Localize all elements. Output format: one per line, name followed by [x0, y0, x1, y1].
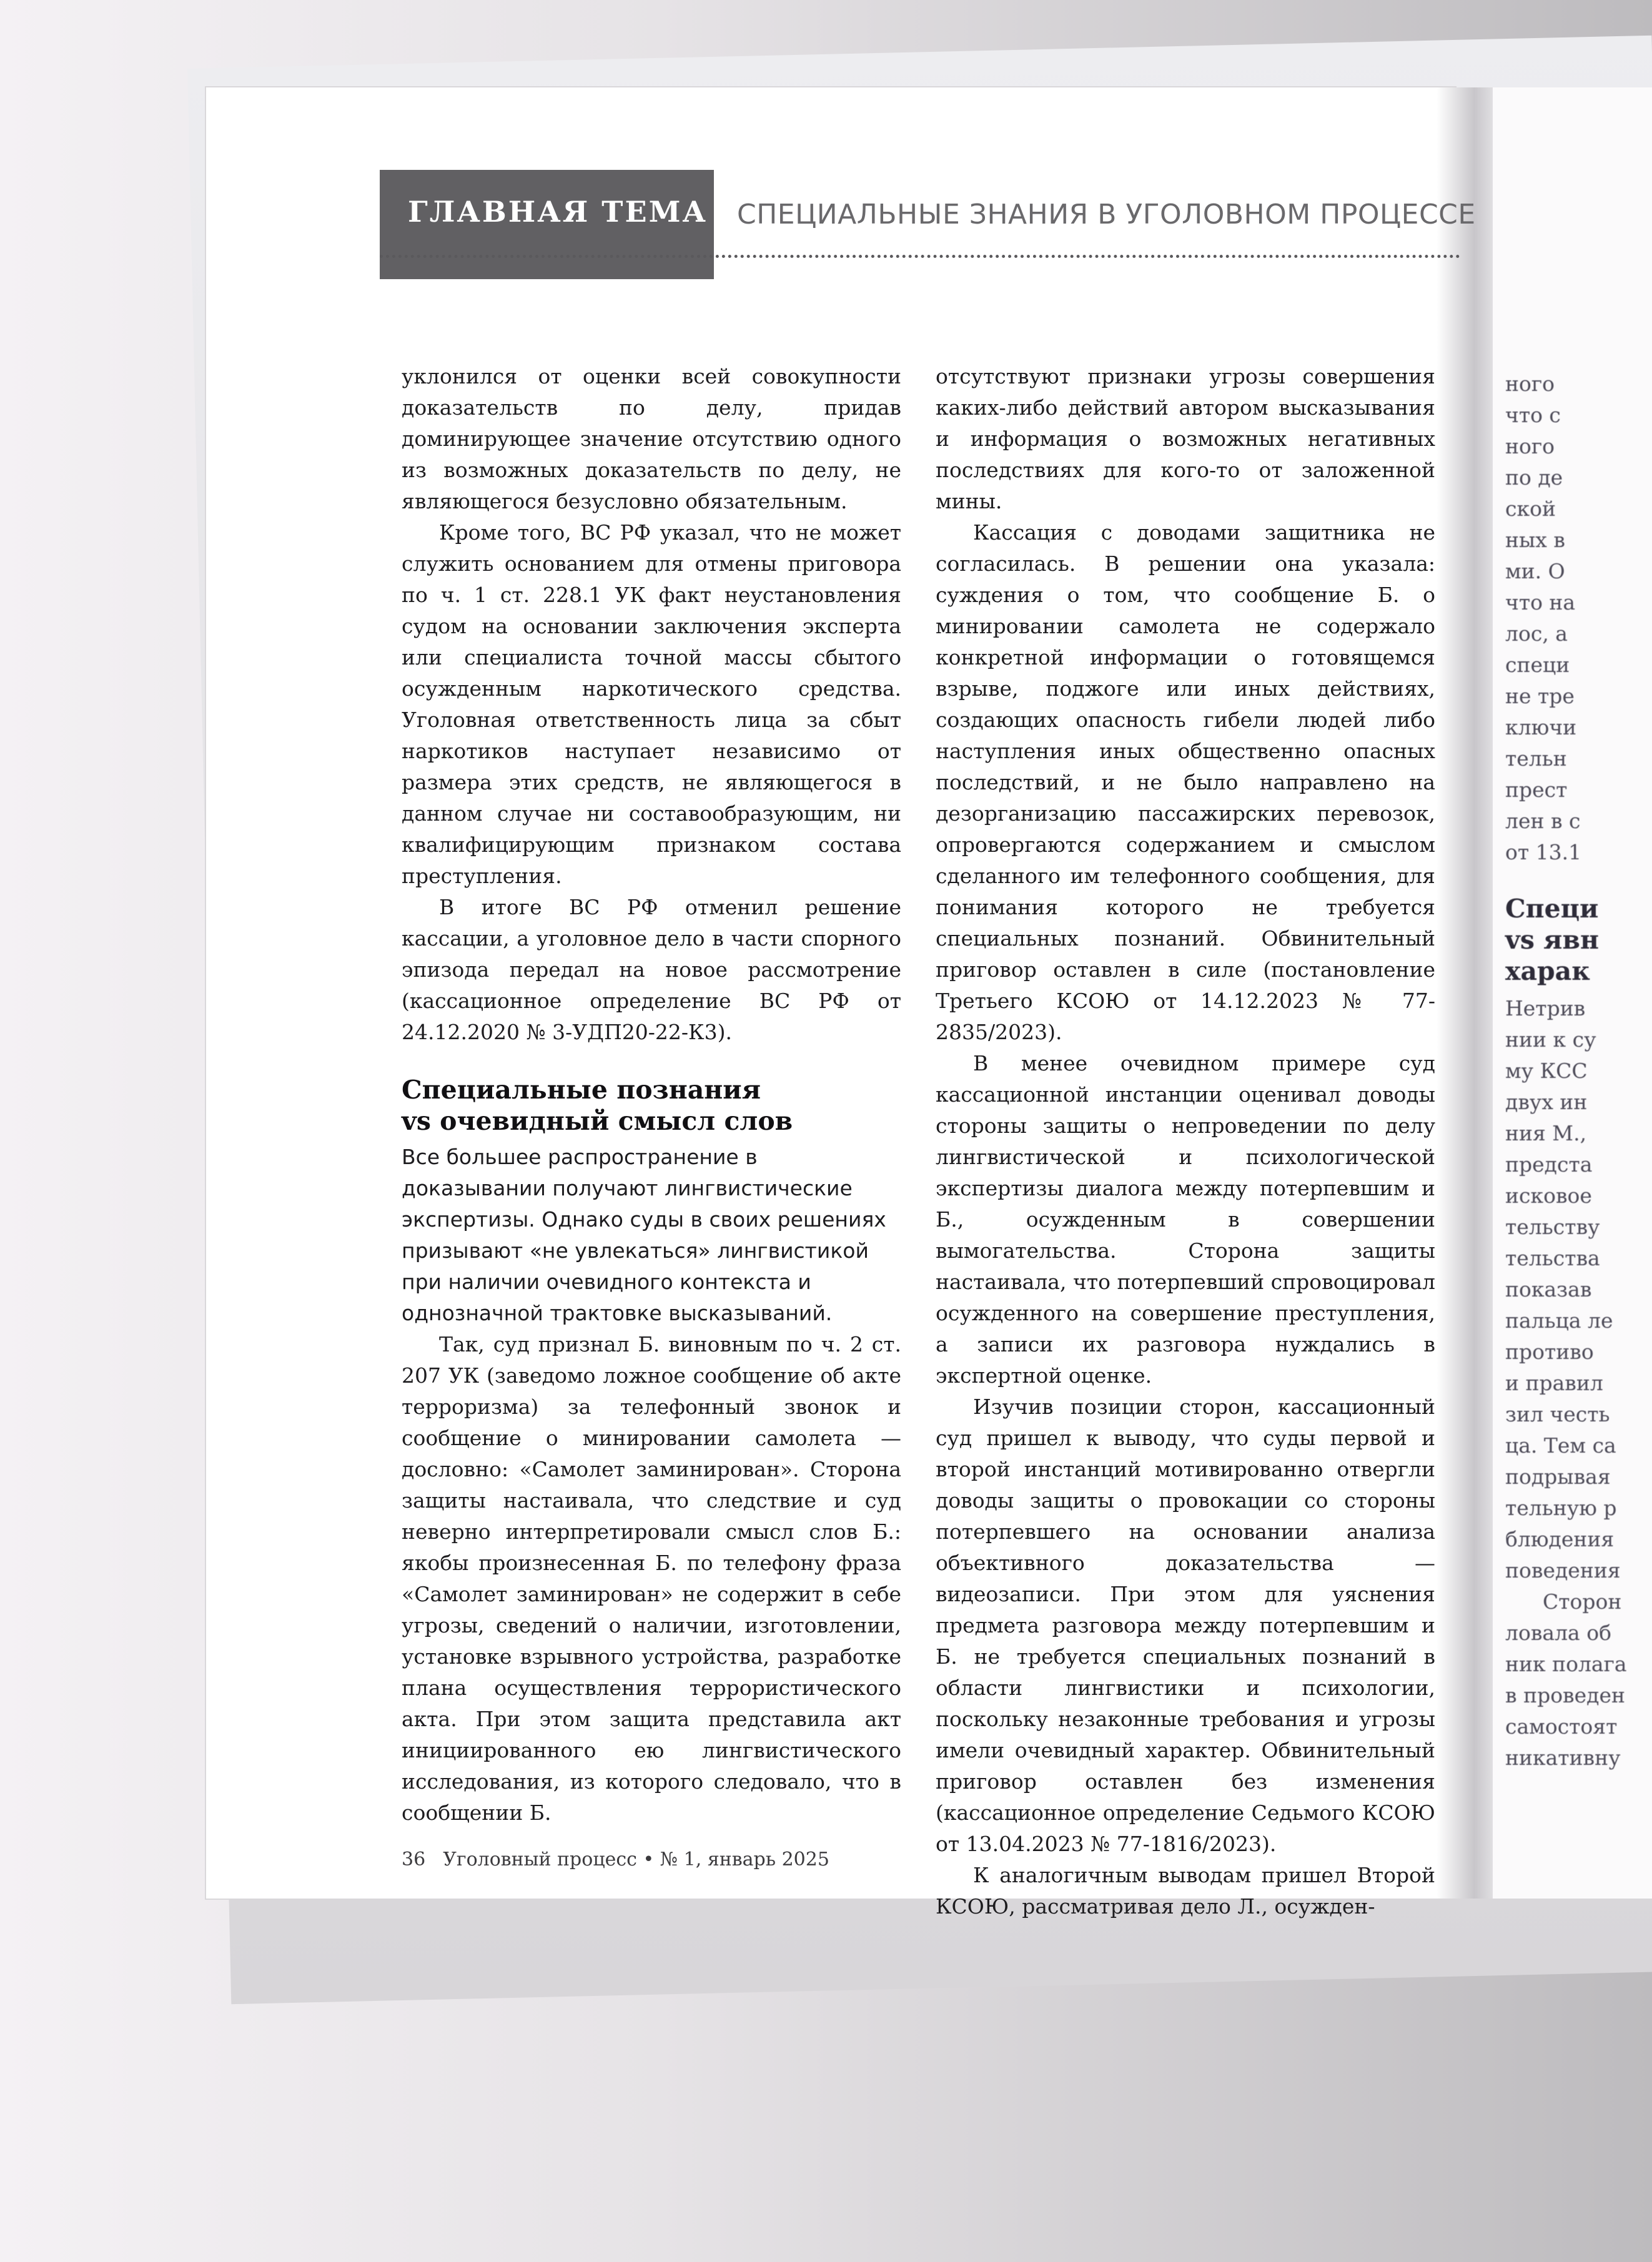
section-label: ГЛАВНАЯ ТЕМА	[408, 195, 708, 229]
section-heading-line1: Специальные познания	[402, 1075, 761, 1105]
next-page-line: по де	[1505, 465, 1563, 490]
next-page-line: специ	[1505, 653, 1570, 677]
next-page-line: не тре	[1505, 684, 1575, 708]
next-page-fragment	[1493, 87, 1652, 1899]
next-page-heading: Специ	[1505, 894, 1599, 924]
next-page-line: ного	[1505, 434, 1555, 458]
next-page-line: подрывая	[1505, 1464, 1611, 1489]
next-page-line: тельн	[1505, 746, 1567, 771]
next-page-line: противо	[1505, 1340, 1594, 1364]
paragraph: К аналогичным выводам пришел Второй КСОЮ, рассматривая дело Л., осужден-	[936, 1863, 1435, 1919]
next-page-line: лос, а	[1505, 621, 1568, 646]
next-page-line: тельству	[1505, 1215, 1600, 1239]
next-page-line: в проведен	[1505, 1683, 1626, 1707]
left-column	[402, 361, 901, 1829]
paragraph: В итоге ВС РФ отменил решение кассации, а уголовное дело в части спорного эпизода передал на новое рассмотрение (кассационное определение ВС РФ от 24.12.2020 № 3-УДП20-22-К3).	[402, 895, 901, 1044]
next-page-line: ного	[1505, 372, 1555, 396]
paragraph: Изучив позиции сторон, кассационный суд пришел к выводу, что суды первой и второй инстанций мотивированно отвергли доводы защиты о провокации со стороны потерпевшего на основании анализа объективного доказательства — видеозаписи. При этом для уяснения предмета разговора между потерпевшим и Б. не требуется специальных познаний в области лингвистики и психологии, поскольку незаконные требования и угрозы имели очевидный характер. Обвинительный приговор оставлен без изменения (кассационное определение Седьмого КСОЮ от 13.04.2023 № 77-1816/2023).	[936, 1395, 1435, 1856]
next-page-line: нии к су	[1505, 1027, 1596, 1052]
next-page-line: и правил	[1505, 1371, 1603, 1395]
section-label-band	[380, 170, 714, 279]
paragraph: Кассация с доводами защитника не согласилась. В решении она указала: суждения о том, что сообщение Б. о минировании самолета не содержало конкретной информации о готовящемся взрыве, поджоге или иных действиях, создающих опасность гибели людей либо наступления иных общественно опасных последствий, и не было направлено на дезорганизацию пассажирских перевозок, опровергаются содержанием и смыслом сделанного им телефонного сообщения, для понимания которого не требуется специальных познаний. Обвинительный приговор оставлен в силе (постановление Третьего КСОЮ от 14.12.2023 № 77-2835/2023).	[936, 520, 1435, 1044]
next-page-line: ключи	[1505, 715, 1577, 739]
next-page-line: блюдения	[1505, 1527, 1615, 1551]
next-page-line: ник полага	[1505, 1652, 1627, 1676]
next-page-line: от 13.1	[1505, 840, 1582, 864]
next-page-line: ца. Тем са	[1505, 1433, 1616, 1458]
right-column	[936, 361, 1435, 1922]
next-page-line: исковое	[1505, 1183, 1592, 1208]
next-page-line: Нетрив	[1505, 996, 1586, 1020]
section-heading-line2: vs очевидный смысл слов	[402, 1106, 793, 1136]
next-page-line: ных в	[1505, 528, 1565, 552]
next-page-line: двух ин	[1505, 1090, 1588, 1114]
next-page-line: предста	[1505, 1152, 1593, 1177]
paragraph: Кроме того, ВС РФ указал, что не может служить основанием для отмены приговора по ч. 1 ст. 228.1 УК факт неустановления судом на основании заключения эксперта или специалиста точной массы сбытого осужденным наркотического средства. Уголовная ответственность лица за сбыт наркотиков наступает независимо от размера этих средств, не являющегося в данном случае ни составообразующим, ни квалифицирующим признаком состава преступления.	[402, 520, 901, 888]
next-page-line: ловала об	[1505, 1621, 1611, 1645]
next-page-line: ми. О	[1505, 559, 1565, 583]
next-page-line: поведения	[1505, 1558, 1621, 1583]
paragraph: отсутствуют признаки угрозы совершения каких-либо действий автором высказывания и информация о возможных негативных последствиях для кого-то от заложенной мины.	[936, 364, 1435, 513]
paragraph: В менее очевидном примере суд кассационной инстанции оценивал доводы стороны защиты о непроведении по делу лингвистической и психологической экспертизы диалога между потерпевшим и Б., осужденным в совершении вымогательства. Сторона защиты настаивала, что потерпевший спровоцировал осужденного на совершение преступления, а записи их разговора нуждались в экспертной оценке.	[936, 1051, 1435, 1388]
paragraph: уклонился от оценки всей совокупности доказательств по делу, придав доминирующее значение отсутствию одного из возможных доказательств по делу, не являющегося безусловно обязательным.	[402, 364, 901, 513]
next-page-line: прест	[1505, 778, 1568, 802]
next-page-line: что с	[1505, 403, 1561, 427]
next-page-line: тельную р	[1505, 1496, 1617, 1520]
next-page-heading: vs явн	[1505, 925, 1599, 955]
next-page-line: зил честь	[1505, 1402, 1610, 1426]
page-number: 36	[402, 1849, 426, 1870]
paragraph: Так, суд признал Б. виновным по ч. 2 ст. 207 УК (заведомо ложное сообщение об акте терроризма) за телефонный звонок и сообщение о минировании самолета — дословно: «Самолет заминирован». Сторона защиты настаивала, что следствие и суд неверно интерпретировали смысл слов Б.: якобы произнесенная Б. по телефону фраза «Самолет заминирован» не содержит в себе угрозы, сведений о наличии, изготовлении, установке взрывного устройства, разработке плана осуществления террористического акта. При этом защита представила акт инициированного ею лингвистического исследования, из которого следовало, что в сообщении Б.	[402, 1332, 901, 1825]
next-page-line: ния М.,	[1505, 1121, 1587, 1145]
section-heading	[402, 1074, 901, 1137]
next-page-line: лен в с	[1505, 809, 1581, 833]
next-page-line: ской	[1505, 496, 1556, 521]
next-page-line: что на	[1505, 590, 1576, 615]
journal-name: Уголовный процесс • № 1, январь 2025	[443, 1849, 829, 1870]
page-footer	[402, 1849, 829, 1870]
running-head: СПЕЦИАЛЬНЫЕ ЗНАНИЯ В УГОЛОВНОМ ПРОЦЕССЕ	[737, 199, 1476, 230]
header-dotted-rule	[380, 255, 1460, 258]
next-page-line: никативну	[1505, 1746, 1621, 1770]
next-page-heading: харак	[1505, 956, 1590, 986]
next-page-line: пальца ле	[1505, 1308, 1613, 1333]
next-page-line: Сторон	[1543, 1589, 1622, 1614]
next-page-line: му КСС	[1505, 1059, 1588, 1083]
next-page-line: тельства	[1505, 1246, 1600, 1270]
lead-paragraph: Все большее распространение в доказывании получают лингвистические экспертизы. Однако суды в своих решениях призывают «не увлекаться» лингвистикой при наличии очевидного контекста и однозначной трактовке высказываний.	[402, 1145, 886, 1325]
next-page-line: самостоят	[1505, 1714, 1618, 1739]
next-page-line: показав	[1505, 1277, 1592, 1301]
